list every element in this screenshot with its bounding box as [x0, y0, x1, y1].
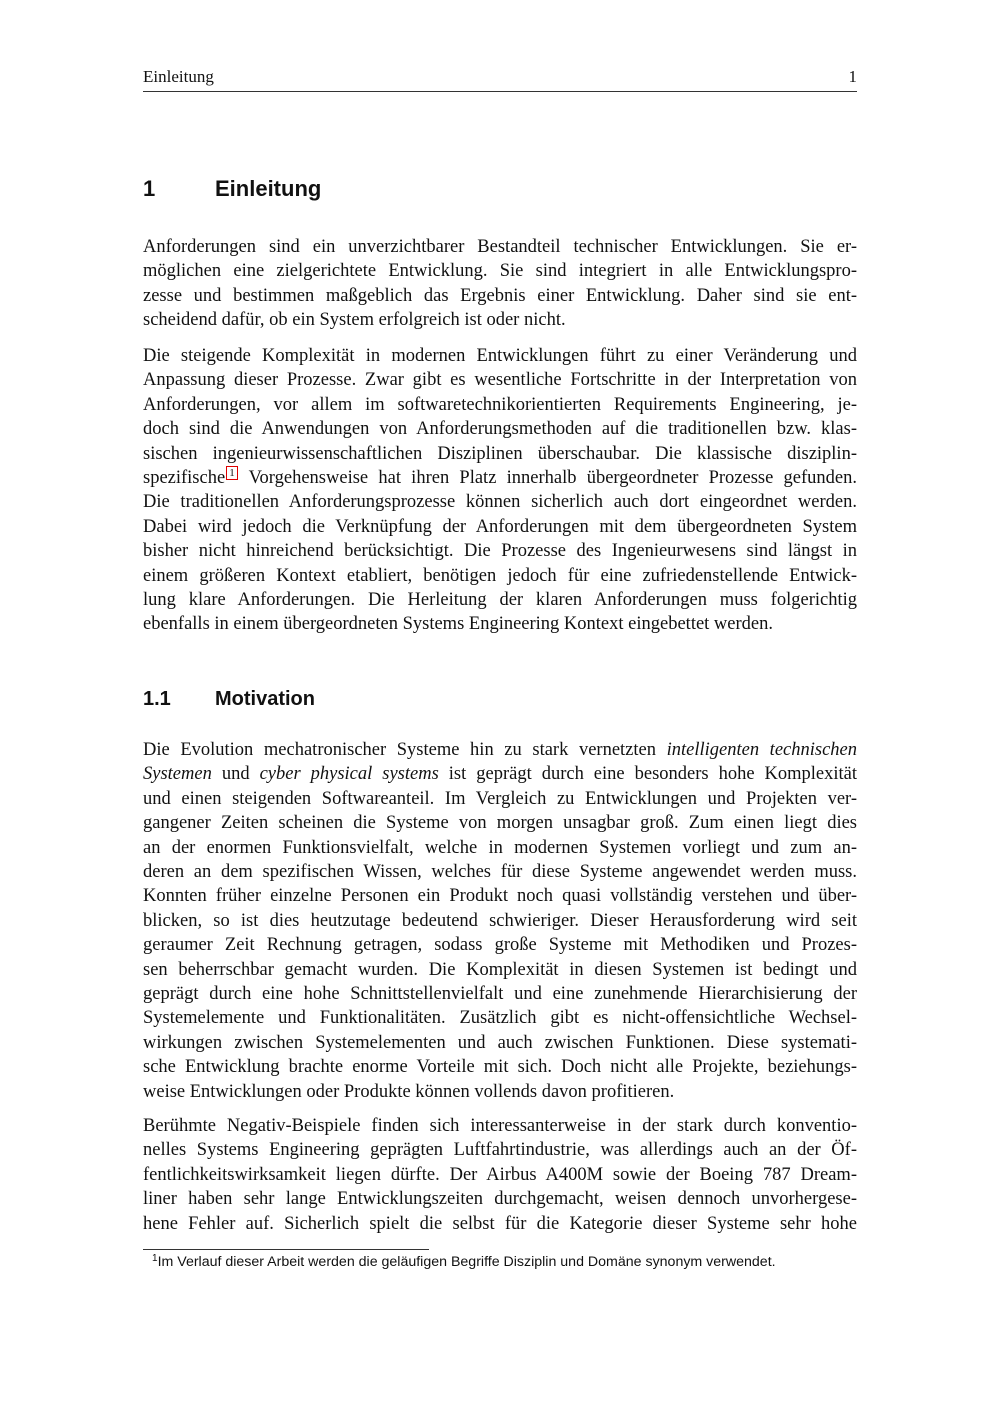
footnote-marker: 1 — [152, 1253, 158, 1264]
text-line: liner haben sehr lange Entwicklungszeiten durchgemacht, weisen dennoch unvorhergese- — [143, 1189, 857, 1210]
header-page-number: 1 — [848, 67, 857, 86]
footnote-divider — [143, 1249, 429, 1250]
text-line: Anforderungen, vor allem im softwaretechnikorientierten Requirements Engineering, je- — [143, 394, 857, 415]
text-fragment: ist geprägt durch eine besonders hohe Komplexität — [438, 764, 857, 785]
running-header — [143, 66, 857, 92]
text-line: zesse und bestimmen maßgeblich das Ergebnis einer Entwicklung. Daher sind sie ent- — [143, 285, 857, 306]
footnote-reference-link[interactable]: 1 — [226, 466, 238, 480]
text-line: Anpassung dieser Prozesse. Zwar gibt es wesentliche Fortschritte in der Interpretation von — [143, 370, 857, 391]
emphasis-text: intelligenten technischen — [666, 740, 857, 760]
section-title: Motivation — [215, 688, 315, 710]
chapter-heading — [143, 176, 321, 202]
text-line: Dabei wird jedoch die Verknüpfung der Anforderungen mit dem übergeordneten System — [143, 516, 857, 537]
text-line: Anforderungen sind ein unverzichtbarer Bestandteil technischer Entwicklungen. Sie er- — [143, 237, 857, 257]
text-line: fentlichkeitswirksamkeit liegen dürfte. Der Airbus A400M sowie der Boeing 787 Dream- — [143, 1164, 857, 1185]
text-line: sen beherrschbar gemacht wurden. Die Komplexität in diesen Systemen ist bedingt und — [143, 959, 857, 980]
footnote — [152, 1252, 857, 1272]
emphasis-text: Systemen — [143, 764, 212, 785]
text-line: hene Fehler auf. Sicherlich spielt die selbst für die Kategorie dieser Systeme sehr hohe — [143, 1213, 857, 1234]
text-line: und einen steigenden Softwareanteil. Im Vergleich zu Entwicklungen und Projekten ver- — [143, 788, 857, 809]
text-line-with-footnote — [143, 466, 857, 490]
text-line: lung klare Anforderungen. Die Herleitung der klaren Anforderungen muss folgerichtig — [143, 590, 857, 611]
text-line: einem größeren Kontext etabliert, benötigen jedoch für eine zufriedenstellende Entwick- — [143, 565, 857, 586]
paragraph-1 — [143, 235, 857, 333]
text-fragment: spezifische — [143, 468, 226, 489]
text-line — [143, 738, 857, 762]
chapter-title: Einleitung — [215, 176, 322, 201]
text-line — [143, 762, 857, 786]
text-line: Systemelemente und Funktionalitäten. Zusätzlich gibt es nicht-offensichtliche Wechsel- — [143, 1008, 857, 1029]
text-line: geraumer Zeit Rechnung getragen, sodass große Systeme mit Methodiken und Prozes- — [143, 935, 857, 956]
text-fragment: Vorgehensweise hat ihren Platz innerhalb übergeordneter Prozesse gefunden. — [238, 468, 857, 489]
text-line: sischen ingenieurwissenschaftlichen Disziplinen überschaubar. Die klassische disziplin- — [143, 443, 857, 464]
section-heading — [143, 688, 315, 711]
paragraph-2 — [143, 344, 857, 637]
text-line: weise Entwicklungen oder Produkte können vollends davon profitieren. — [143, 1081, 675, 1102]
text-line: bisher nicht hinreichend berücksichtigt. Die Prozesse des Ingenieurwesens sind längst in — [143, 541, 857, 562]
text-line: sche Entwicklung brachte enorme Vorteile mit sich. Doch nicht alle Projekte, beziehungs- — [143, 1057, 857, 1078]
text-line: ebenfalls in einem übergeordneten Systems Engineering Kontext eingebettet werden. — [143, 614, 774, 635]
text-line: Berühmte Negativ-Beispiele finden sich interessanterweise in der stark durch konventio- — [143, 1116, 857, 1136]
text-fragment: Die Evolution mechatronischer Systeme hin zu stark vernetzten — [143, 740, 667, 760]
text-line: nelles Systems Engineering geprägten Luftfahrtindustrie, was allerdings auch an der Öf- — [143, 1140, 857, 1161]
text-line: doch sind die Anwendungen von Anforderungsmethoden auf die traditionellen bzw. klas- — [143, 419, 857, 440]
text-line: gangener Zeiten scheinen die Systeme von morgen unsagbar groß. Zum einen liegt dies — [143, 813, 857, 834]
paragraph-4 — [143, 1114, 857, 1236]
header-title: Einleitung — [143, 67, 214, 86]
text-line: an der enormen Funktionsvielfalt, welche in modernen Systemen vorliegt und zum an- — [143, 837, 857, 858]
emphasis-text: cyber physical systems — [259, 764, 439, 785]
text-line: Die traditionellen Anforderungsprozesse können sicherlich auch dort eingeordnet werden. — [143, 492, 857, 513]
chapter-number: 1 — [143, 176, 156, 201]
text-line: blicken, so ist dies heutzutage bedeutend schwieriger. Dieser Herausforderung wird seit — [143, 910, 857, 931]
text-line: scheidend dafür, ob ein System erfolgreich ist oder nicht. — [143, 310, 566, 331]
text-line: möglichen eine zielgerichtete Entwicklung. Sie sind integriert in alle Entwicklungspro- — [143, 261, 857, 282]
footnote-text: Im Verlauf dieser Arbeit werden die geläufigen Begriffe Disziplin und Domäne synonym verwendet. — [157, 1254, 776, 1270]
text-line: wirkungen zwischen Systemelementen und auch zwischen Funktionen. Diese systemati- — [143, 1032, 857, 1053]
section-number: 1.1 — [143, 688, 171, 710]
text-fragment: und — [211, 764, 260, 785]
text-line: deren an dem spezifischen Wissen, welches für diese Systeme angewendet werden muss. — [143, 862, 857, 883]
paragraph-3 — [143, 738, 857, 1104]
text-line: Die steigende Komplexität in modernen Entwicklungen führt zu einer Veränderung und — [143, 346, 857, 366]
text-line: geprägt durch eine hohe Schnittstellenvielfalt und eine zunehmende Hierarchisierung der — [143, 984, 857, 1005]
text-line: Konnten früher einzelne Personen ein Produkt noch quasi vollständig verstehen und über- — [143, 886, 857, 907]
